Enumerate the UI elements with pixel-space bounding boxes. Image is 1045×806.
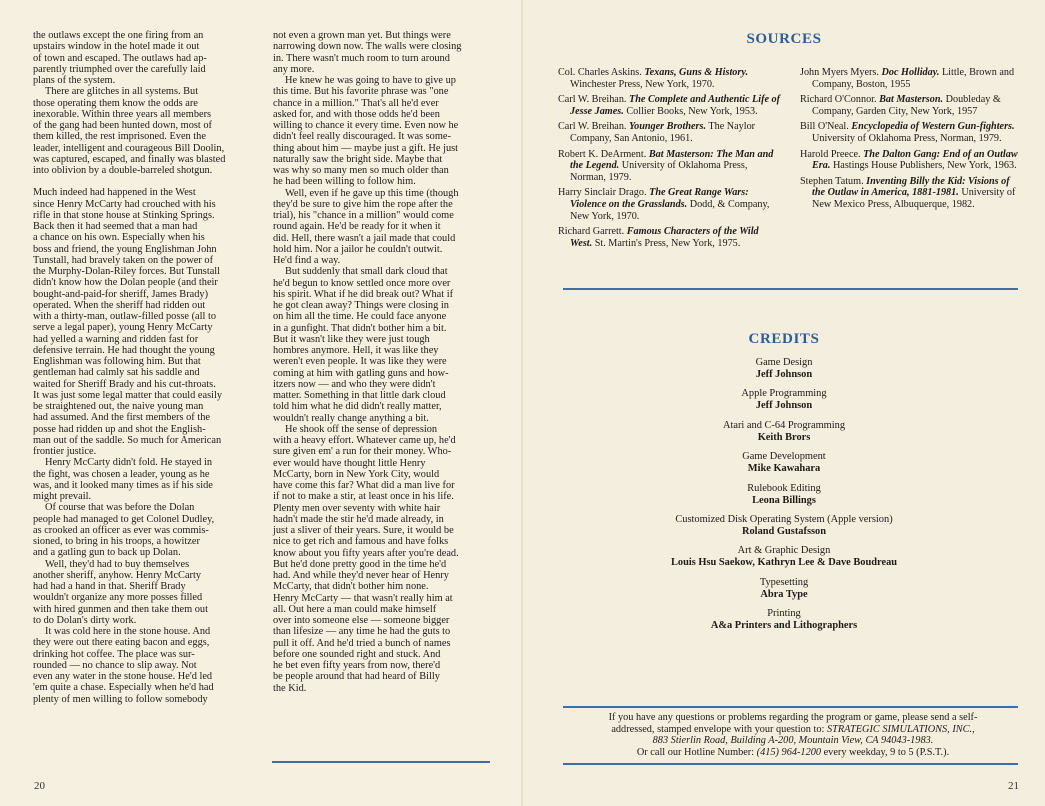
- source-entry: [800, 94, 1025, 117]
- source-publisher: University of Oklahoma Press, Norman, 1979.: [812, 132, 1002, 144]
- source-publisher: Dodd, & Company, New York, 1970.: [570, 198, 770, 222]
- source-title: Texans, Guns & History.: [644, 67, 749, 78]
- hotline-label: Or call our Hotline Number:: [636, 746, 757, 758]
- credit-entry: [523, 483, 1045, 514]
- contact-line-2: [568, 724, 1018, 736]
- source-entry: [558, 94, 783, 117]
- credit-name: Jeff Johnson: [755, 369, 813, 380]
- source-entry: [558, 121, 783, 144]
- left-page: [0, 0, 522, 806]
- source-author: Carl W. Breihan.: [558, 94, 630, 106]
- paragraph: not even a grown man yet. But things were narrowing down now. The walls were closing in. There wasn't much room to turn around any more.: [273, 30, 462, 75]
- contact-line-4: [568, 747, 1018, 759]
- credit-name: Roland Gustafsson: [741, 525, 827, 537]
- source-publisher: Hastings House Publishers, New York, 1963.: [830, 160, 1017, 172]
- source-author: Richard Garrett.: [558, 226, 627, 238]
- source-title: Doc Holliday.: [881, 67, 940, 78]
- sources-column-2: [800, 67, 1025, 215]
- credit-entry: [523, 420, 1045, 451]
- source-author: Carl W. Breihan.: [558, 121, 630, 133]
- company-name: STRATEGIC SIMULATIONS, INC.,: [826, 723, 975, 735]
- page-number-right: 21: [1008, 780, 1019, 792]
- source-author: Harry Sinclair Drago.: [558, 187, 650, 199]
- paragraph: Henry McCarty didn't fold. He stayed in the fight, was chosen a leader, young as he was, and it looked many times as if his side might prevail.: [33, 457, 213, 502]
- credit-name: A&a Printers and Lithographers: [710, 620, 858, 632]
- source-author: Robert K. DeArment.: [558, 148, 649, 160]
- credit-name: Mike Kawahara: [747, 463, 821, 475]
- source-entry: [800, 121, 1025, 144]
- article-column-1: [33, 30, 253, 705]
- source-entry: [558, 226, 783, 249]
- contact-line-1: If you have any questions or problems regarding the program or game, please send a self-: [608, 712, 978, 723]
- paragraph: the outlaws except the one firing from an upstairs window in the hotel made it out of town and escaped. The outlaws had ap- parently triumphed over the carefully laid plans of the system.: [33, 30, 207, 86]
- credit-entry: [523, 545, 1045, 576]
- source-title: Bat Masterson: The Man and the Legend.: [570, 148, 774, 172]
- paragraph: It was cold here in the stone house. And they were out there eating bacon and eggs, drinking hot coffee. The place was sur- rounded — no chance to slip away. Not even any water in the stone house. He'd led 'em quite a chase. Especially when he'd had plenty of men willing to follow somebody: [33, 626, 214, 705]
- source-entry: [800, 67, 1025, 90]
- source-title: Inventing Billy the Kid: Visions of the Outlaw in America, 1881-1981.: [812, 175, 1010, 199]
- sources-bottom-rule: [563, 288, 1018, 290]
- source-publisher: University of Oklahoma Press, Norman, 1979.: [570, 160, 748, 183]
- source-author: Stephen Tatum.: [800, 175, 867, 187]
- credit-name: Leona Billings: [752, 494, 816, 506]
- source-title: The Complete and Authentic Life of Jesse James.: [570, 94, 781, 117]
- contact-info: [568, 712, 1018, 758]
- credit-entry: [523, 577, 1045, 608]
- paragraph: Well, they'd had to buy themselves another sheriff, anyhow. Henry McCarty had had a hand in that. Sheriff Brady wouldn't organize any more posses filled with hired gunmen and then take them out to do Dolan's dirty work.: [33, 558, 208, 626]
- source-author: Richard O'Connor.: [800, 94, 880, 106]
- contact-bottom-rule: [563, 763, 1018, 765]
- credit-name: Abra Type: [760, 588, 808, 600]
- source-publisher: Little, Brown and Company, Boston, 1955: [812, 67, 1015, 90]
- source-title: The Dalton Gang: End of an Outlaw Era.: [812, 148, 1018, 172]
- paragraph: He knew he was going to have to give up this time. But his favorite phrase was "one chance in a million." That's all he'd ever asked for, and with those odds he'd been willing to chance it every time. Even now he didn't feel really discouraged. It was some- thing about him — maybe just a gift. He just naturally saw the bright side. Maybe that was why so many men so much older than he had been willing to follow him.: [273, 75, 459, 188]
- credit-role: Game Design: [755, 357, 813, 368]
- credit-role: Game Development: [742, 451, 826, 463]
- credit-entry: [523, 514, 1045, 545]
- credits-list: [523, 357, 1045, 640]
- source-author: John Myers Myers.: [800, 67, 882, 78]
- source-title: Younger Brothers.: [629, 121, 707, 133]
- credit-name: Keith Brors: [757, 431, 811, 443]
- source-entry: [800, 149, 1025, 172]
- source-title: Famous Characters of the Wild West.: [570, 226, 759, 249]
- right-page: [523, 0, 1045, 806]
- source-publisher: Doubleday & Company, Garden City, New York, 1957: [812, 94, 1001, 117]
- credit-name: Louis Hsu Saekow, Kathryn Lee & Dave Boudreau: [670, 557, 898, 569]
- source-entry: [558, 187, 783, 222]
- credit-entry: [523, 357, 1045, 388]
- credit-role: Customized Disk Operating System (Apple version): [675, 513, 893, 525]
- source-entry: [800, 176, 1025, 211]
- credit-role: Apple Programming: [741, 388, 827, 400]
- source-title: The Great Range Wars: Violence on the Grasslands.: [570, 187, 749, 210]
- credit-name: Jeff Johnson: [755, 400, 813, 412]
- credit-role: Art & Graphic Design: [737, 545, 831, 557]
- contact-top-rule: [563, 706, 1018, 708]
- credit-role: Typesetting: [759, 576, 809, 588]
- credit-entry: [523, 608, 1045, 639]
- paragraph: There are glitches in all systems. But those operating them know the odds are inexorable. Within three years all members of the gang had been hunted down, most of them killed, the rest imprisoned. Even the leader, intelligent and courageous Bill Doolin, was captured, escaped, and finally was blasted into oblivion by a double-barreled shotgun.: [33, 86, 226, 176]
- page-number-left: 20: [34, 780, 45, 792]
- article-column-2: [273, 30, 495, 694]
- left-bottom-rule: [272, 761, 490, 763]
- credits-heading: CREDITS: [748, 331, 820, 347]
- source-author: Bill O'Neal.: [800, 121, 852, 133]
- source-publisher: University of New Mexico Press, Albuquerque, 1982.: [812, 187, 1016, 210]
- source-publisher: St. Martin's Press, New York, 1975.: [592, 237, 741, 249]
- source-entry: [558, 149, 783, 184]
- paragraph: Of course that was before the Dolan people had managed to get Colonel Dudley, as crooked an officer as ever was commis- sioned, to bring in his troops, a howitzer and a gatling gun to back up Dolan.: [33, 502, 215, 559]
- sources-heading: SOURCES: [746, 31, 822, 47]
- paragraph: Well, even if he gave up this time (though they'd be sure to give him the rope after the trial), his "chance in a million" would come round again. He'd be ready for it when it did. Hell, there wasn't a jail made that could hold him. Nor a jailor he couldn't outwit. He'd find a way.: [273, 187, 459, 266]
- source-publisher: Winchester Press, New York, 1970.: [570, 78, 715, 90]
- credit-entry: [523, 451, 1045, 482]
- paragraph: He shook off the sense of depression with a heavy effort. Whatever came up, he'd sure given em' a run for their money. Who- ever would have thought little Henry McCarty, born in New York City, would have come this far? What did a man live for if not to make a stir, at least once in his life. Plenty men over seventy with white hair hadn't made the stir he'd made already, in just a sliver of their years. Sure, it would be nice to get rich and famous and have folks know about you fifty years after you're dead. But he'd done pretty good in the time he'd had. And while they'd never hear of Henry McCarty, that didn't bother him none. Henry McCarty — that wasn't really him at all. Out here a man could make himself over into someone else — someone bigger than lifesize — any time he had the guts to pull it off. And he'd tried a bunch of names before one sounded right and stuck. And he bet even fifty years from now, there'd be people around that had heard of Billy the Kid.: [273, 423, 459, 694]
- contact-line-3: [568, 735, 1018, 747]
- source-title: Bat Masterson.: [879, 94, 944, 106]
- sources-column-1: [558, 67, 783, 253]
- credit-role: Atari and C-64 Programming: [722, 419, 846, 431]
- source-author: Harold Preece.: [800, 148, 864, 160]
- credit-role: Printing: [767, 608, 801, 620]
- credit-role: Rulebook Editing: [747, 482, 821, 494]
- source-publisher: Collier Books, New York, 1953.: [623, 105, 758, 117]
- contact-line-2-text: addressed, stamped envelope with your question to:: [611, 723, 827, 735]
- credit-entry: [523, 388, 1045, 419]
- source-publisher: The Naylor Company, San Antonio, 1961.: [570, 121, 756, 144]
- hotline-hours: every weekday, 9 to 5 (P.S.T.).: [821, 746, 950, 758]
- company-address: 883 Stierlin Road, Building A-200, Mountain View, CA 94043-1983.: [652, 735, 934, 747]
- source-author: Col. Charles Askins.: [558, 67, 645, 78]
- paragraph: Much indeed had happened in the West since Henry McCarty had crouched with his rifle in that stone house at Stinking Springs. Back then it had seemed that a man had a chance on his own. Especially when his boss and friend, the young Englishman John Tunstall, had bravely taken on the power of the Murphy-Dolan-Riley forces. But Tunstall didn't know how the Dolan people (and their bought-and-paid-for sheriff, James Brady) operated. When the sheriff had ridden out with a thirty-man, outlaw-filled posse (all to serve a legal paper), young Henry McCarty had yelled a warning and ridden fast for defensive terrain. He had thought the young Englishman was following him. But that gentleman had calmly sat his saddle and waited for Sheriff Brady and his cut-throats. It was just some legal matter that could easily be straightened out, the naive young man had assumed. And the first members of the posse had ridden up and shot the English- man out of the saddle. So much for American frontier justice.: [33, 187, 223, 457]
- paragraph: But suddenly that small dark cloud that he'd begun to know settled once more over his spirit. What if he did break out? What if he got clean away? Things were closing in on him all the time. He could face anyone in a gunfight. That didn't bother him a bit. But it wasn't like they were just tough hombres anymore. Hell, it was like they weren't even people. It was like they were coming at him with gatling guns and how- itzers now — and who they were didn't matter. Something in that little dark cloud told him what he did didn't really matter, wouldn't really change anything a bit.: [273, 266, 454, 424]
- source-title: Encyclopedia of Western Gun-fighters.: [851, 121, 1015, 133]
- hotline-number: (415) 964-1200: [756, 746, 822, 758]
- source-entry: [558, 67, 783, 90]
